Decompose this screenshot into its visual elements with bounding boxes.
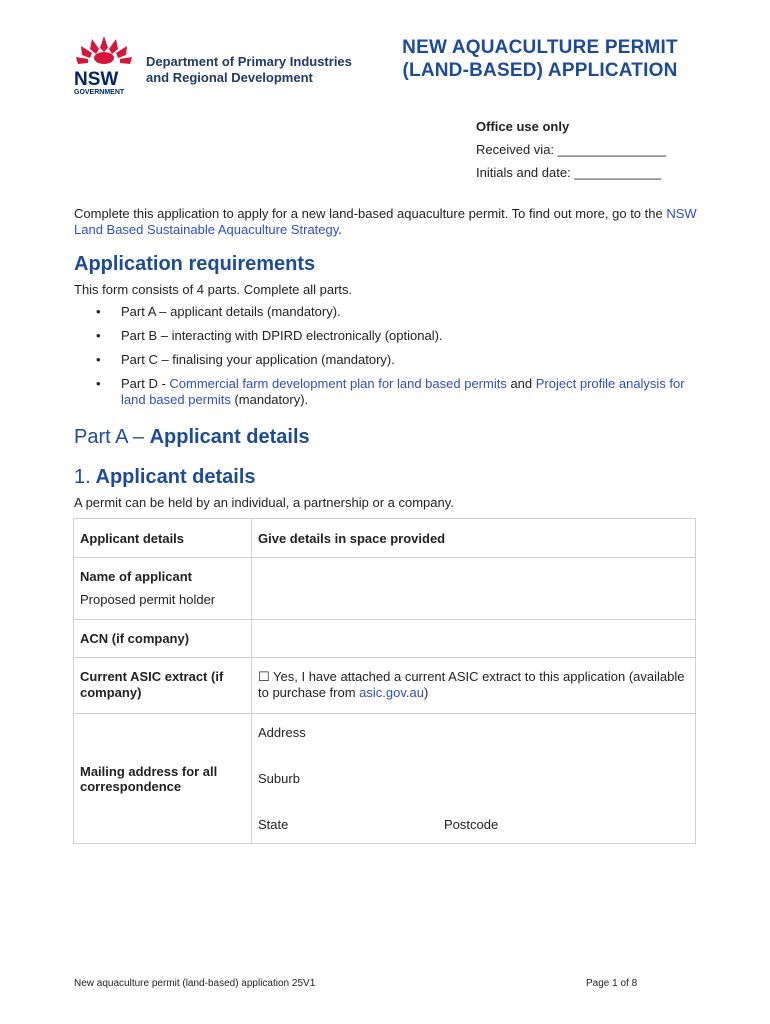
intro-text: Complete this application to apply for a new land-based aquaculture permit. To find out more, go to the <box>74 206 667 221</box>
section-number: 1. <box>74 466 91 488</box>
list-item-part-a: • Part A – applicant details (mandatory). <box>94 304 704 320</box>
department-line-2: and Regional Development <box>146 70 313 85</box>
asic-link[interactable]: asic.gov.au <box>359 685 424 700</box>
acn-field[interactable] <box>252 620 696 658</box>
asic-checkbox[interactable]: ☐ <box>258 669 270 684</box>
footer-page-number: Page 1 of 8 <box>586 978 638 989</box>
name-label-cell <box>74 558 252 620</box>
applicant-details-table <box>73 518 696 844</box>
project-profile-link[interactable]: Project profile analysis for land based permits <box>121 376 685 407</box>
initials-date-field: Initials and date: ____________ <box>476 165 662 180</box>
document-title <box>380 36 700 82</box>
mailing-address-cell <box>252 714 696 844</box>
applicant-details-heading <box>74 466 256 489</box>
intro-end: . <box>338 222 342 237</box>
column-header-space: Give details in space provided <box>252 519 696 558</box>
part-a-prefix: Part A – <box>74 426 150 448</box>
title-line-2: (LAND-BASED) APPLICATION <box>402 60 678 81</box>
mailing-address-label: Mailing address for all correspondence <box>74 714 252 844</box>
table-row <box>74 658 696 714</box>
table-row <box>74 714 696 844</box>
list-item-part-d <box>94 376 704 408</box>
list-item-part-b: • Part B – interacting with DPIRD electronically (optional). <box>94 328 704 344</box>
office-use-block <box>476 115 666 184</box>
proposed-permit-holder-label: Proposed permit holder <box>80 592 216 607</box>
office-use-title: Office use only <box>476 119 570 134</box>
postcode-field[interactable]: Postcode <box>444 817 499 832</box>
part-d-end: (mandatory). <box>230 392 309 407</box>
requirements-list <box>94 304 704 416</box>
address-field[interactable]: Address <box>258 725 306 740</box>
part-a-title: Applicant details <box>149 426 310 448</box>
department-name <box>146 54 352 86</box>
part-d-prefix: Part D - <box>121 376 170 391</box>
asic-end: ) <box>423 685 429 700</box>
acn-label: ACN (if company) <box>74 620 252 658</box>
requirements-intro: This form consists of 4 parts. Complete all parts. <box>74 282 353 297</box>
nsw-waratah-logo <box>72 34 136 98</box>
part-a-heading <box>74 426 310 449</box>
section-title: Applicant details <box>90 466 256 488</box>
part-d-mid: and <box>506 376 536 391</box>
received-via-field: Received via: _______________ <box>476 142 667 157</box>
state-field[interactable]: State <box>258 817 289 832</box>
footer-document-name: New aquaculture permit (land-based) application 25V1 <box>74 978 316 989</box>
list-item-part-c: • Part C – finalising your application (mandatory). <box>94 352 704 368</box>
column-header-details: Applicant details <box>74 519 252 558</box>
table-row <box>74 558 696 620</box>
intro-paragraph <box>74 206 704 238</box>
farm-plan-link[interactable]: Commercial farm development plan for land based permits <box>169 376 507 391</box>
permit-holder-note: A permit can be held by an individual, a partnership or a company. <box>74 495 454 510</box>
table-row <box>74 620 696 658</box>
logo-wordmark: NSW <box>74 69 119 90</box>
logo-subtext: GOVERNMENT <box>74 89 125 96</box>
table-header-row <box>74 519 696 558</box>
asic-label-cell <box>74 658 252 714</box>
asic-extract-label: Current ASIC extract (if company) <box>80 669 224 700</box>
asic-extract-cell <box>252 658 696 714</box>
department-line-1: Department of Primary Industries <box>146 54 352 69</box>
asic-extract-text: Yes, I have attached a current ASIC extract to this application (available to purchase from <box>258 669 685 700</box>
name-of-applicant-field[interactable] <box>252 558 696 620</box>
suburb-field[interactable]: Suburb <box>258 771 300 786</box>
strategy-link[interactable]: NSW Land Based Sustainable Aquaculture Strategy <box>74 206 697 237</box>
name-of-applicant-label: Name of applicant <box>80 569 192 584</box>
title-line-1: NEW AQUACULTURE PERMIT <box>402 37 678 58</box>
requirements-heading: Application requirements <box>74 253 316 275</box>
